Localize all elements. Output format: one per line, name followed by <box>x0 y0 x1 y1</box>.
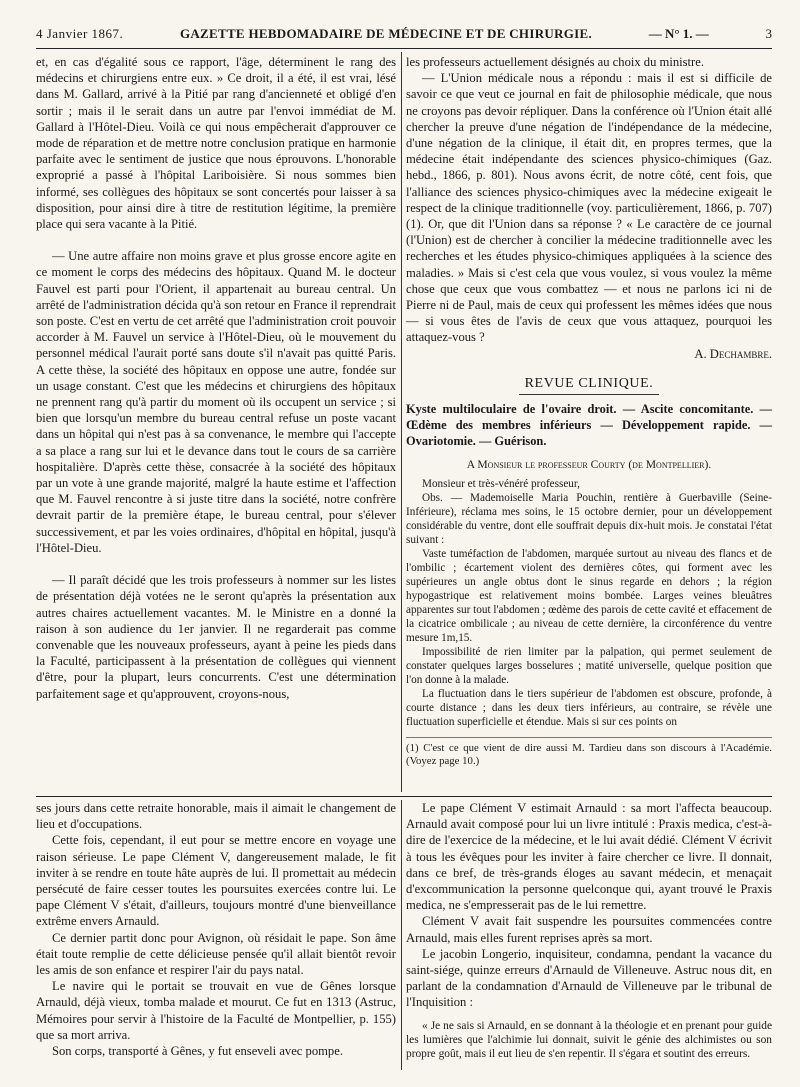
paragraph: Son corps, transporté à Gênes, y fut enseveli avec pompe. <box>52 1044 343 1059</box>
paragraph: — Il paraît décidé que les trois professeurs à nommer sur les listes de présentation déjà votées ne le seront qu'après la présentation aux autres chaires actuellement vacantes. M. le Ministre en a donné la raison à son audience du 1er janvier. Il ne regarderait pas comme convenable que les nouveaux professeurs, ayant à peine les pieds dans la Faculté, participassent à la présentation de collègues qui viennent d'être, pour la plupart, leurs concurrents. C'est une détermination parfaitement sage et qu'approuvent, croyons-nous, <box>36 573 396 701</box>
page-number: 3 <box>765 26 772 41</box>
issue-date: 4 Janvier 1867. <box>36 26 124 41</box>
paragraph: Clément V avait fait suspendre les poursuites commencées contre Arnauld, mais elles furent reprises après sa mort. <box>406 914 772 945</box>
footnote: (1) C'est ce que vient de dire aussi M. Tardieu dans son discours à l'Académie. (Voyez page 10.) <box>406 737 772 768</box>
paragraph: — Une autre affaire non moins grave et plus grosse encore agite en ce moment le corps des médecins des hôpitaux. Quand M. le docteur Fauvel est parti pour l'Orient, il appartenait au bureau central. Un arrêté de l'administration décida qu'à son retour en France il reprendrait son poste. C'est en vertu de cet arrêté que l'administration croit pouvoir accorder à M. Fauvel un service à l'Hôtel-Dieu, où le mouvement du personnel médical l'aurait porté sans doute s'il n'avait pas quitté Paris. A cette thèse, la société des hôpitaux en oppose une autre, fondée sur un usage constant. C'est que les médecins et chirurgiens des hôpitaux ne prennent rang qu'à partir du moment où ils occupent un service ; si bien que lorsqu'un membre du bureau central refuse un poste vacant dans un hôpital qui n'est pas à sa convenance, le membre qui l'accepte a sa place a rang sur lui et le devance dans tout le cours de sa carrière hospitalière. D'après cette thèse, consacrée à la société des hôpitaux par un vote à une grande majorité, malgré la haute estime et l'affection que M. Fauvel rencontre à si juste titre dans la société, notre confrère devrait partir de la première étape, le bureau central, pour s'élever successivement, et par les voies ordinaires, d'hôpital en hôpital, jusqu'à l'Hôtel-Dieu. <box>36 249 396 555</box>
right-column <box>406 54 772 768</box>
section-heading <box>406 376 772 395</box>
bottom-right-column <box>406 800 772 1061</box>
signature: A. Dechambre. <box>694 346 772 361</box>
journal-title: GAZETTE HEBDOMADAIRE DE MÉDECINE ET DE CHIRURGIE. <box>179 26 593 41</box>
left-column <box>36 54 396 702</box>
case-report <box>406 477 772 729</box>
bottom-left-column <box>36 800 396 1059</box>
paragraph: et, en cas d'égalité sous ce rapport, l'âge, déterminent le rang des médecins et chirurgiens entre eux. » Ce droit, il a été, il est vrai, lésé dans M. Gallard, arrivé à la Pitié par rang d'ancienneté et obligé d'en sortir ; mais il le serait dans un autre par l'envoi immédiat de M. Gallard à l'Hôtel-Dieu. Voilà ce qui nous empêcherait d'approuver ce mode de réparation et de mettre notre conclusion pratique en harmonie parfaite avec le sentiment de justice que nous éprouvons. L'honorable exproprié a passé à l'hôpital Lariboisière. Si nous sommes bien informé, ses collègues des hôpitaux se sont concertés pour laisser à sa disposition, pour ainsi dire à titre de restitution légitime, la première place qui sera vacante à la Pitié. <box>36 55 396 232</box>
paragraph: La fluctuation dans le tiers supérieur de l'abdomen est obscure, profonde, à courte distance ; dans les deux tiers inférieurs, au contraire, se révèle une fluctuation superficielle et étendue. Mais si sur ces points on <box>406 688 772 729</box>
quotation: « Je ne sais si Arnauld, en se donnant à la théologie et en prenant pour guide les lumières que l'alchimie lui donnait, suivit le génie des alchimistes ou son propre goût, mais il eut lieu de s'en repentir. Il s'égara et soutint des erreurs. <box>406 1019 772 1060</box>
page-header <box>36 26 772 50</box>
paragraph: Vaste tuméfaction de l'abdomen, marquée surtout au niveau des flancs et de l'ombilic ; écartement violent des dernières côtes, qui forment avec les supérieures un angle obtus dont le sinus regarde en dehors ; la région hypogastrique est relativement moins bombée. Larges veines bleuâtres apparentes sur tout l'abdomen ; œdème des parois de cette cavité et effacement de la cicatrice ombilicale ; au niveau de cette dernière, la circonférence du ventre mesure 1m,15. <box>406 548 772 645</box>
paragraph: Impossibilité de rien limiter par la palpation, qui permet seulement de constater quelques larges bosselures ; matité universelle, quelque position que l'on donne à la malade. <box>406 646 772 687</box>
case-title: Kyste multiloculaire de l'ovaire droit. — Ascite concomitante. — Œdème des membres inférieurs — Développement rapide. — Ovariotomie. — Guérison. <box>406 402 772 449</box>
section-title: REVUE CLINIQUE. <box>519 376 660 395</box>
header-rule <box>36 48 772 49</box>
letter-address: A Monsieur le professeur Courty (de Montpellier). <box>466 458 712 472</box>
paragraph: ses jours dans cette retraite honorable, mais il aimait le changement de lieu et d'occupations. <box>36 801 396 832</box>
issue-number: — N° 1. — <box>648 26 709 41</box>
section-divider <box>36 796 772 797</box>
paragraph: Obs. — Mademoiselle Maria Pouchin, rentière à Guerbaville (Seine-Inférieure), réclama mes soins, le 15 octobre dernier, pour un développement considérable du ventre, dont elle souffrait depuis dix-huit mois. Je constatai l'état suivant : <box>406 492 772 547</box>
paragraph: — L'Union médicale nous a répondu : mais il est si difficile de savoir ce que veut ce journal en fait de philosophie médicale, que nous ne croyons pas devoir répliquer. Dans la conférence où l'Union était allé chercher la preuve d'une négation de l'indépendance de la médecine, d'une négation de la clinique, il était dit, en propres termes, que la médecine était indépendante des sciences physico-chimiques (Gaz. hebd., 1866, p. 801). Nous avons écrit, de notre côté, cent fois, que l'alliance des sciences physico-chimiques avec la médecine exigeait le respect de la clinique traditionnelle (voy. particulièrement, 1866, p. 707)(1). Or, que dit l'Union dans sa réponse ? « Le caractère de ce journal (l'Union) est de chercher à concilier la médecine traditionnelle avec les recherches et les études physico-chimiques appliquées à la science des maladies. » Mais si c'est cela que vous voulez, si vous voulez la même chose que ceux que vous combattez — et nous ne parlons ici ni de Pierre ni de Paul, mais de ceux qui professent les mêmes idées que nous — si vous êtes de l'avis de ceux que vous attaquez, pourquoi les attaquez-vous ? <box>406 71 772 345</box>
paragraph: Cette fois, cependant, il eut pour se mettre encore en voyage une raison sérieuse. Le pape Clément V, dangereusement malade, le fit inviter à se rendre en toute hâte auprès de lui. Il promettait au médecin persécuté de faire cesser toutes les poursuites exercées contre lui. Le pape Clément V s'était, d'ailleurs, toujours montré d'une bienveillance extrême envers Arnauld. <box>36 833 396 929</box>
column-divider-bottom <box>401 800 402 1070</box>
paragraph: Ce dernier partit donc pour Avignon, où résidait le pape. Son âme était toute remplie de cette délicieuse pensée qu'il allait bientôt revoir les amis de son enfance et respirer l'air du pays natal. <box>36 930 396 978</box>
paragraph: Le navire qui le portait se trouvait en vue de Gênes lorsque Arnauld, déjà vieux, tomba malade et mourut. Ce fut en 1313 (Astruc, Mémoires pour servir à l'histoire de la Faculté de Montpellier, p. 155) que sa mort arriva. <box>36 979 396 1042</box>
paragraph: Le jacobin Longerio, inquisiteur, condamna, pendant la vacance du saint-siége, quinze erreurs d'Arnauld de Villeneuve. Astruc nous dit, en parlant de la condamnation d'Arnauld de Villeneuve par le tribunal de l'Inquisition : <box>406 946 772 1010</box>
paragraph: les professeurs actuellement désignés au choix du ministre. <box>406 55 704 69</box>
paragraph: Le pape Clément V estimait Arnauld : sa mort l'affecta beaucoup. Arnauld avait composé pour lui un livre intitulé : Praxis medica, c'est-à-dire de l'exercice de la médecine, et le lui avait dédié. Clément V écrivit à tous les évêques pour les inviter à faire chercher ce livre. Il donnait, dans ce bref, de très-grands éloges au savant médecin, et menaçait d'excommunication la personne quelconque qui, ayant trouvé le Praxis medica, ne s'empresserait pas de le lui remettre. <box>406 801 772 913</box>
salutation: Monsieur et très-vénéré professeur, <box>422 478 580 491</box>
column-divider <box>401 52 402 792</box>
